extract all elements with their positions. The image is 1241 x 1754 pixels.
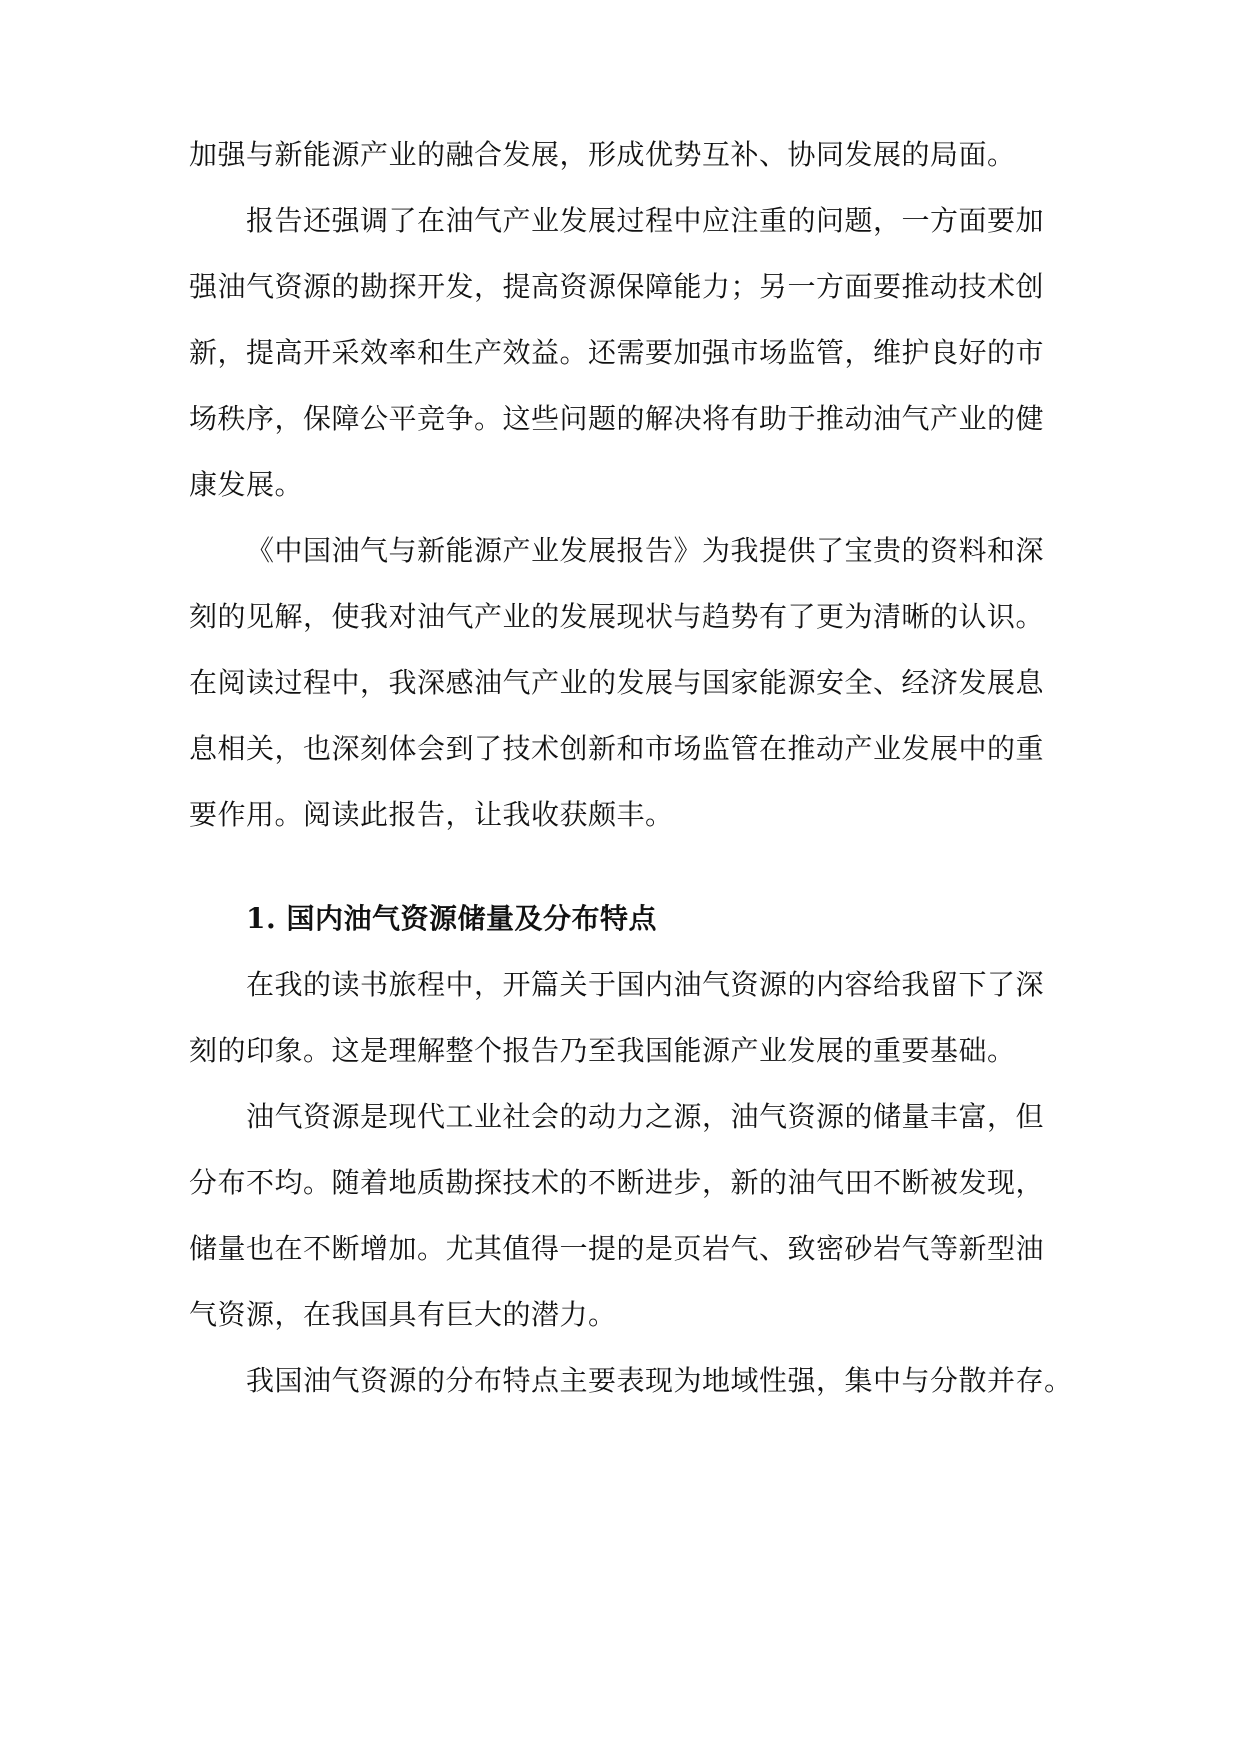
paragraph-line: 新，提高开采效率和生产效益。还需要加强市场监管，维护良好的市 [189, 336, 1045, 369]
paragraph-line: 在我的读书旅程中，开篇关于国内油气资源的内容给我留下了深 [246, 968, 1045, 1001]
paragraph-line: 场秩序，保障公平竞争。这些问题的解决将有助于推动油气产业的健 [189, 402, 1045, 435]
paragraph-line: 在阅读过程中，我深感油气产业的发展与国家能源安全、经济发展息 [189, 666, 1045, 699]
paragraph-line: 刻的见解，使我对油气产业的发展现状与趋势有了更为清晰的认识。 [189, 600, 1045, 633]
paragraph-line: 《中国油气与新能源产业发展报告》为我提供了宝贵的资料和深 [246, 534, 1045, 567]
paragraph-line: 要作用。阅读此报告，让我收获颇丰。 [189, 798, 674, 831]
paragraph-line: 强油气资源的勘探开发，提高资源保障能力；另一方面要推动技术创 [189, 270, 1045, 303]
paragraph-line: 息相关，也深刻体会到了技术创新和市场监管在推动产业发展中的重 [189, 732, 1045, 765]
paragraph-line: 储量也在不断增加。尤其值得一提的是页岩气、致密砂岩气等新型油 [189, 1232, 1045, 1265]
paragraph-line: 我国油气资源的分布特点主要表现为地域性强，集中与分散并存。 [246, 1364, 1073, 1397]
paragraph-line: 分布不均。随着地质勘探技术的不断进步，新的油气田不断被发现， [189, 1166, 1045, 1199]
paragraph-line: 加强与新能源产业的融合发展，形成优势互补、协同发展的局面。 [189, 138, 1016, 171]
paragraph-line: 刻的印象。这是理解整个报告乃至我国能源产业发展的重要基础。 [189, 1034, 1016, 1067]
paragraph-line: 气资源，在我国具有巨大的潜力。 [189, 1298, 617, 1331]
paragraph-line: 油气资源是现代工业社会的动力之源，油气资源的储量丰富，但 [246, 1100, 1045, 1133]
section-heading: 1. 国内油气资源储量及分布特点 [246, 902, 657, 935]
paragraph-line: 康发展。 [189, 468, 304, 501]
paragraph-line: 报告还强调了在油气产业发展过程中应注重的问题，一方面要加 [246, 204, 1045, 237]
